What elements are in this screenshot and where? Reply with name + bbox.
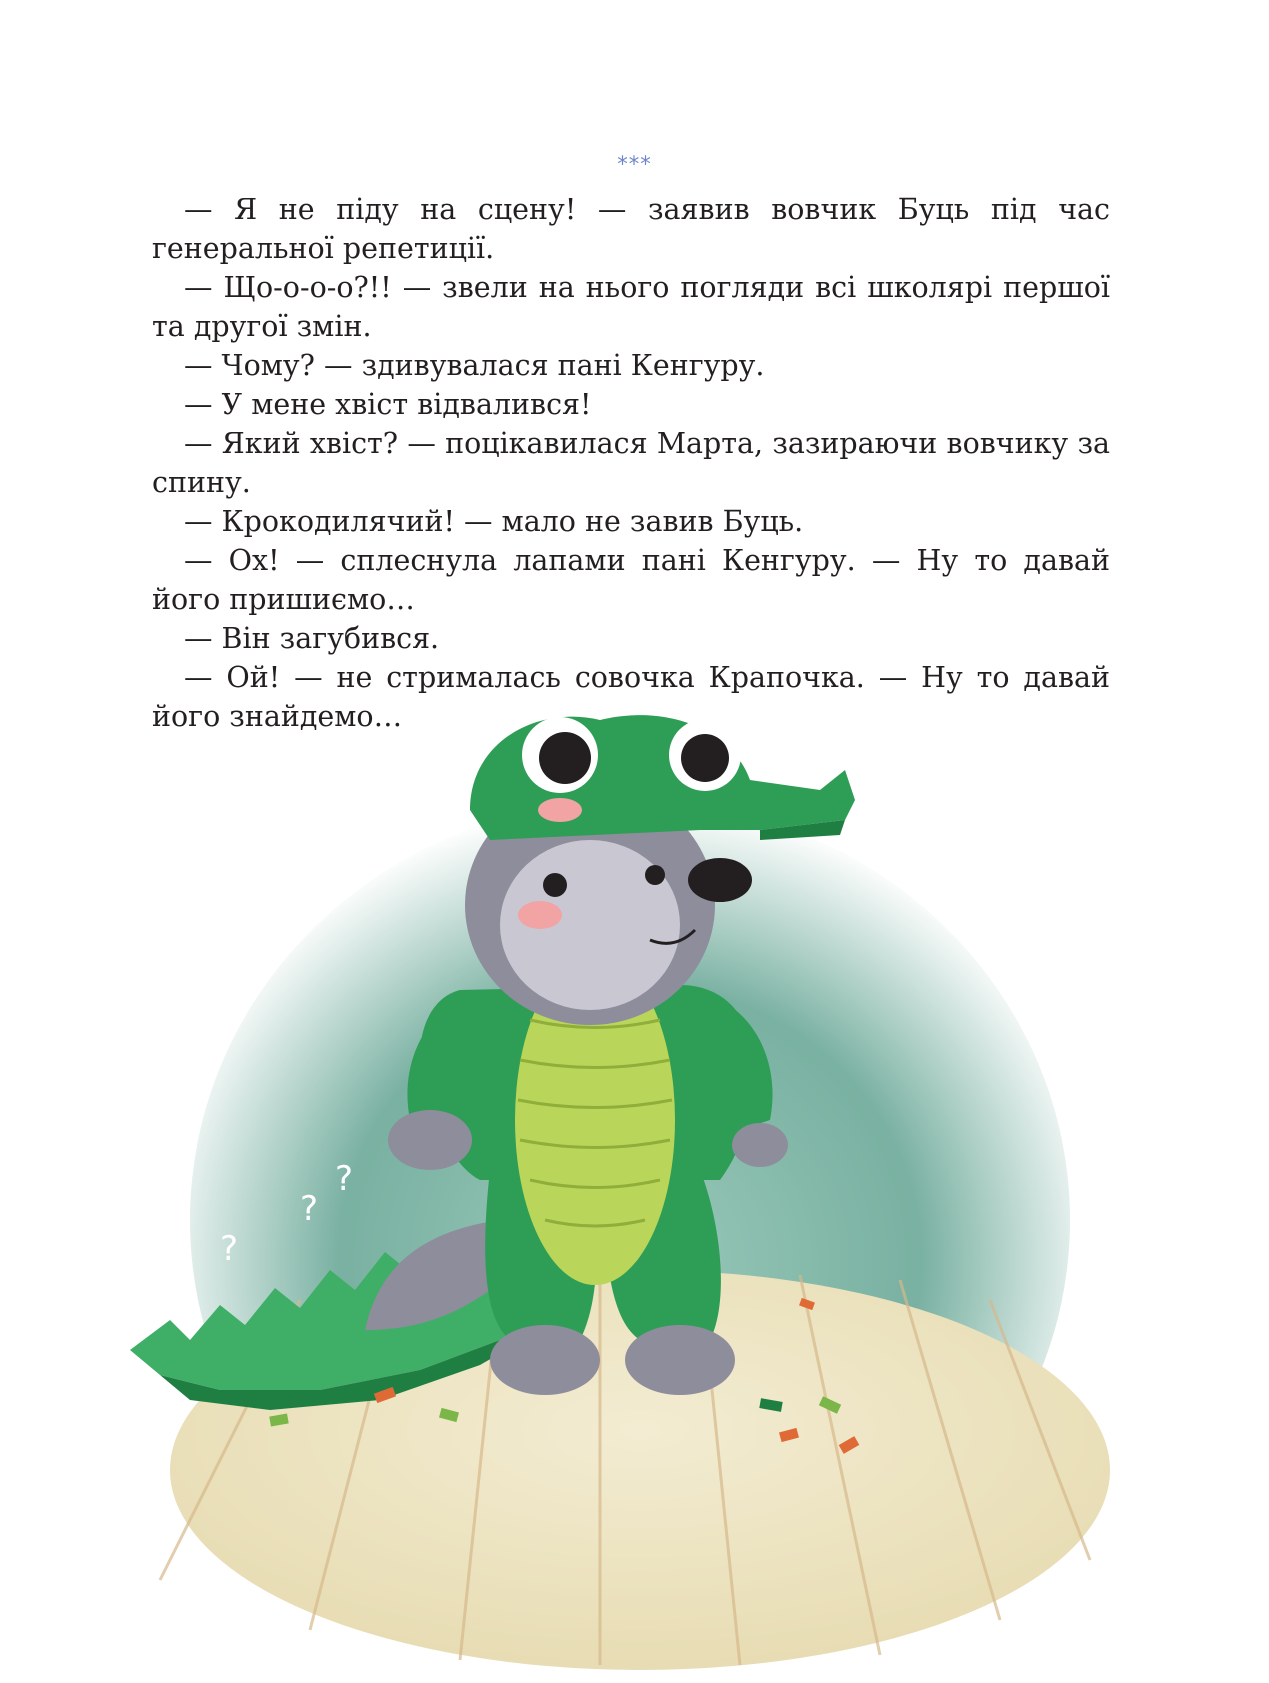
paragraph: — Який хвіст? — поцікавилася Марта, зазираючи вовчику за спину. <box>152 427 1110 499</box>
section-divider: *** <box>617 152 652 176</box>
paragraph: — Я не піду на сцену! — заявив вовчик Буць під час генеральної репетиції. <box>152 193 1110 265</box>
paragraph: — Ох! — сплеснула лапами пані Кенгуру. — Ну то давай його пришиємо… <box>152 544 1110 616</box>
right-foot <box>625 1325 735 1395</box>
wolf-in-crocodile-costume-illustration <box>120 700 1140 1670</box>
crocodile-hood <box>470 715 855 840</box>
left-foot <box>490 1325 600 1395</box>
left-eye <box>543 873 567 897</box>
story-text <box>152 190 1110 736</box>
paragraph: — Що-о-о-о?!! — звели на нього погляди всі школярі першої та другої змін. <box>152 271 1110 343</box>
paragraph: — У мене хвіст відвалився! <box>184 388 592 421</box>
paragraph: — Він загубився. <box>184 622 440 655</box>
question-mark: ? <box>335 1159 354 1199</box>
nose <box>688 858 752 902</box>
question-mark: ? <box>300 1189 319 1229</box>
question-mark: ? <box>220 1229 239 1269</box>
paragraph: — Чому? — здивувалася пані Кенгуру. <box>184 349 765 382</box>
right-eye <box>645 865 665 885</box>
left-paw <box>388 1110 472 1170</box>
paragraph: — Крокодилячий! — мало не завив Буць. <box>184 505 804 538</box>
paragraph: — Ой! — не стрималась совочка Крапочка. — Ну то давай його знайдемо… <box>152 661 1110 733</box>
right-paw <box>732 1123 788 1167</box>
left-cheek <box>518 901 562 929</box>
